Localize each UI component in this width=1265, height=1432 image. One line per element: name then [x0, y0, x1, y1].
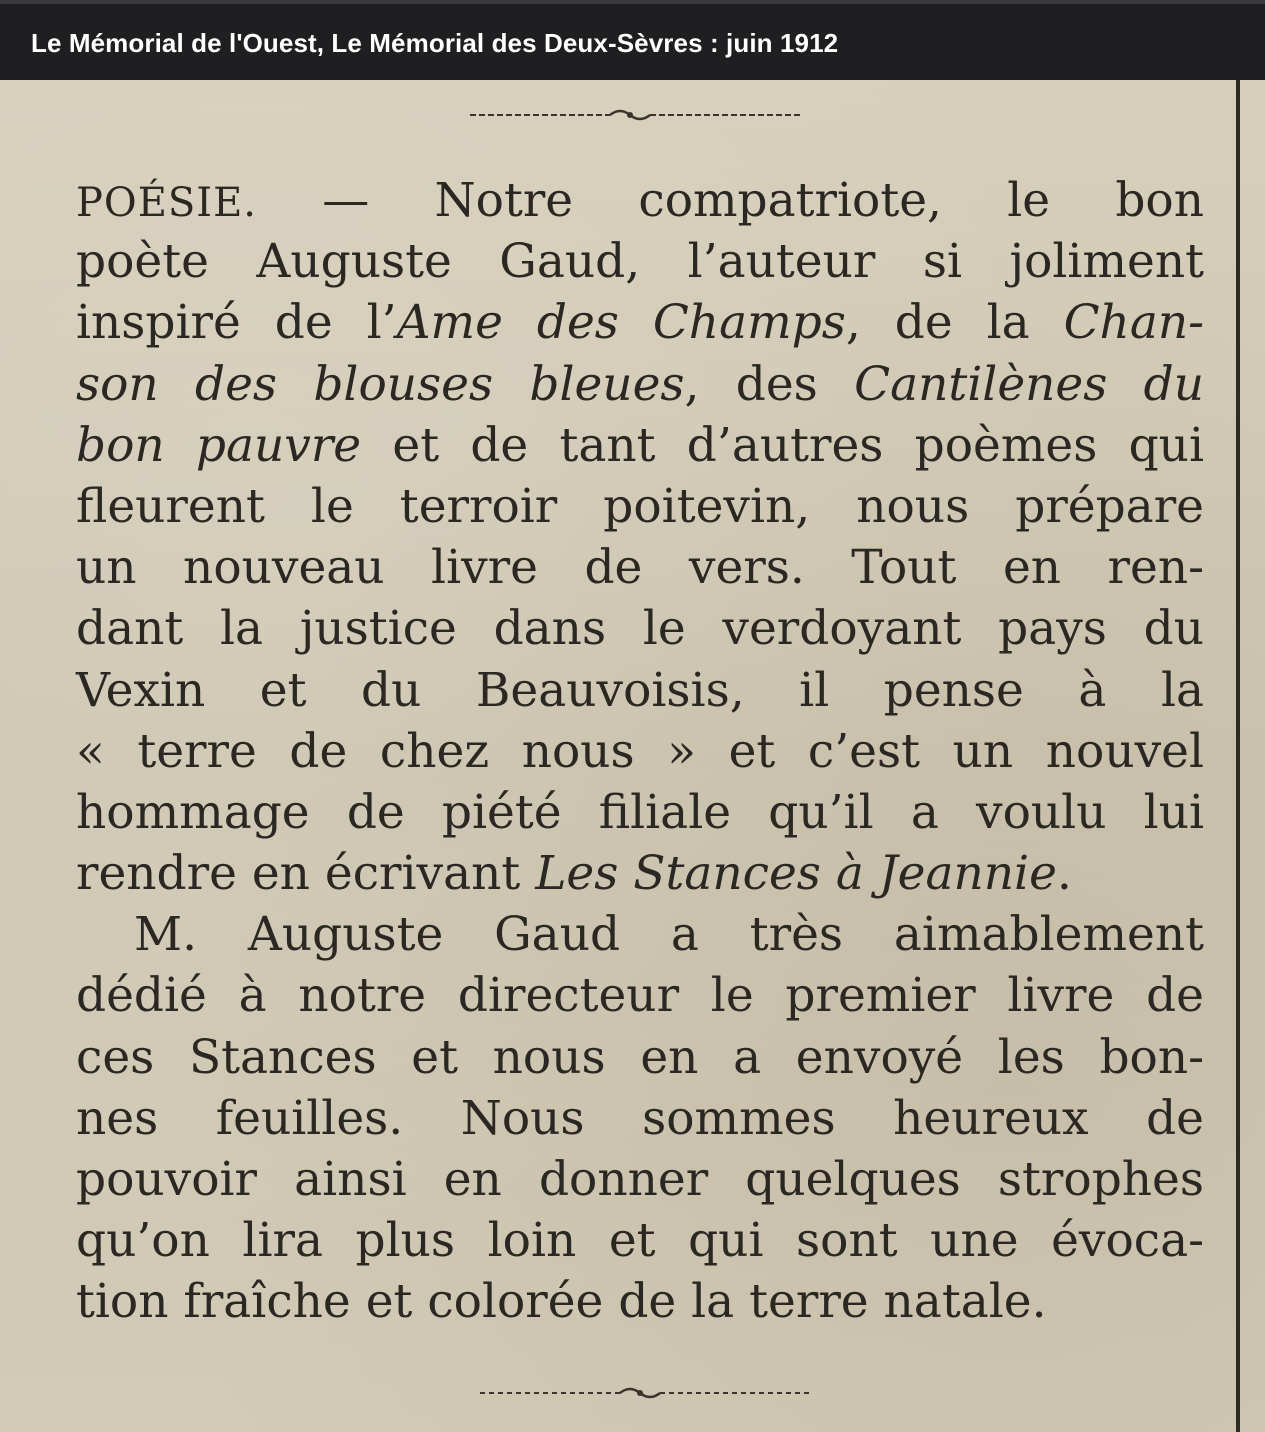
article-line: [76, 415, 1204, 476]
article-text: M. Auguste Gaud a très aimablement: [134, 907, 1204, 963]
article-line: [76, 721, 1204, 782]
newspaper-scan: [0, 80, 1265, 1432]
article-line: [76, 292, 1204, 353]
article-text: Vexin et du Beauvoisis, il pense à la: [76, 662, 1204, 718]
article-line: [76, 1088, 1204, 1149]
article-text: un nouveau livre de vers. Tout en ren-: [76, 540, 1204, 596]
article-text: dédié à notre directeur le premier livre de: [76, 968, 1204, 1024]
article-text: , de la: [845, 295, 1064, 351]
italic-title-text: Chan-: [1063, 295, 1204, 351]
article-text: hommage de piété filiale qu’il a voulu lui: [76, 784, 1204, 840]
article-text: .: [1056, 846, 1072, 902]
article-line: [76, 1027, 1204, 1088]
article-line: [76, 354, 1204, 415]
article-text: « terre de chez nous » et c’est un nouvel: [76, 723, 1204, 779]
article-line: [76, 660, 1204, 721]
article-text: pouvoir ainsi en donner quelques strophes: [76, 1152, 1204, 1207]
article-text: fleurent le terroir poitevin, nous prépare: [76, 478, 1204, 534]
article-line: [76, 904, 1204, 965]
italic-title-text: Les Stances à Jeannie: [535, 846, 1057, 902]
article-text: qu’on lira plus loin et qui sont une évoca-: [76, 1213, 1204, 1269]
article-line: [76, 537, 1204, 598]
article-line: [76, 598, 1204, 659]
article-text: inspiré de l’: [76, 295, 397, 351]
article-line: [76, 1271, 1204, 1332]
article-line: [76, 782, 1204, 843]
article-text: poète Auguste Gaud, l’auteur si joliment: [76, 234, 1204, 290]
article-line: [76, 1210, 1204, 1271]
article-text: ces Stances et nous en a envoyé les bon-: [76, 1029, 1204, 1085]
bottom-ornament-divider: [480, 1386, 810, 1400]
top-ornament-divider: [470, 108, 800, 122]
article-text: nes feuilles. Nous sommes heureux de: [76, 1090, 1204, 1146]
article-line: [76, 170, 1204, 231]
article-text: POÉSIE.: [76, 180, 258, 226]
italic-title-text: Ame des Champs: [396, 295, 846, 351]
window-titlebar: [0, 0, 1265, 80]
article-line: [76, 476, 1204, 537]
column-rule: [1236, 80, 1240, 1432]
article-text: dant la justice dans le verdoyant pays du: [76, 601, 1204, 657]
article-text: rendre en écrivant: [76, 846, 536, 902]
article-text: tion fraîche et colorée de la terre natale.: [76, 1274, 1047, 1330]
italic-title-text: Cantilènes du: [854, 356, 1204, 412]
italic-title-text: bon pauvre: [76, 417, 362, 473]
article-line: [76, 1149, 1204, 1210]
window-title: Le Mémorial de l'Ouest, Le Mémorial des Deux-Sèvres : juin 1912: [31, 28, 839, 58]
article-text: et de tant d’autres poèmes qui: [361, 417, 1204, 473]
italic-title-text: son des blouses bleues: [76, 356, 685, 412]
article-line: [76, 965, 1204, 1026]
article-line: [76, 843, 1204, 904]
article-poesie: [76, 170, 1204, 1333]
article-text: — Notre compatriote, le bon: [257, 173, 1204, 228]
article-text: , des: [684, 356, 855, 412]
article-line: [76, 231, 1204, 292]
